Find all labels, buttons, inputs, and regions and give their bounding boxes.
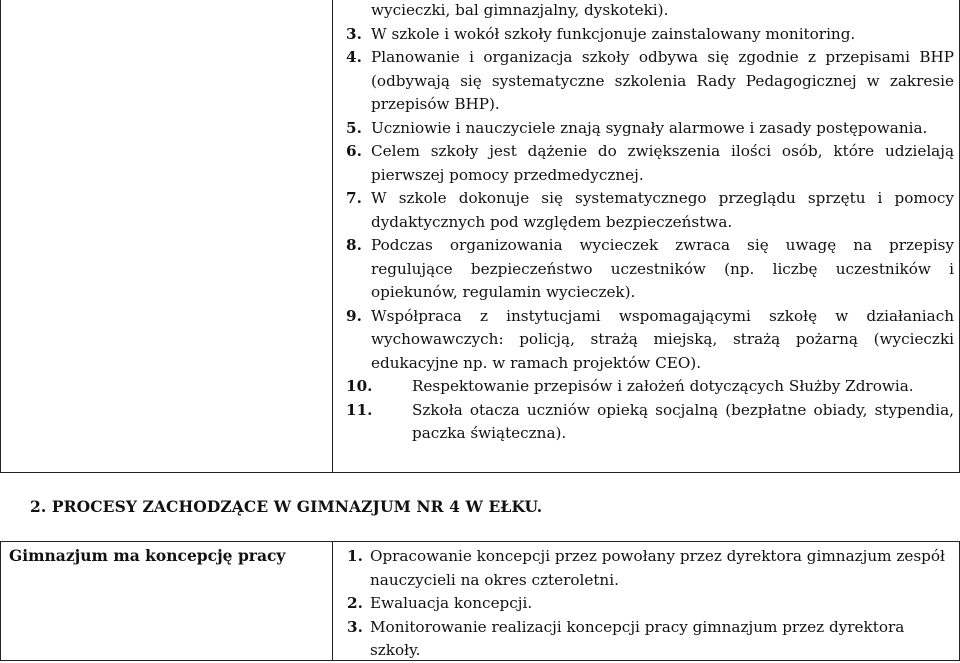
list-item-number: 1. (347, 547, 363, 565)
list-item-text: Ewaluacja koncepcji. (370, 594, 533, 612)
list-item-text: Podczas organizowania wycieczek zwraca się uwagę na przepisy regulujące bezpieczeństwo uczestników (np. liczbę uczestników i opiekunów, regulamin wycieczek). (371, 236, 954, 301)
list-item-number: 6. (346, 142, 362, 160)
list-item-text: Współpraca z instytucjami wspomagającymi szkołę w działaniach wychowawczych: policją, strażą miejską, strażą pożarną (wycieczki edukacyjne np. w ramach projektów CEO). (371, 306, 954, 372)
list-item-number: 8. (346, 236, 362, 254)
list-item-text: Planowanie i organizacja szkoły odbywa się zgodnie z przepisami BHP (odbywają się systematyczne szkolenia Rady Pedagogicznej w zakresie przepisów BHP). (371, 48, 954, 113)
list-item-number: 2. (347, 594, 363, 612)
list-item-text: Szkoła otacza uczniów opieką socjalną (bezpłatne obiady, stypendia, paczka świąteczna). (412, 400, 954, 442)
list-item (346, 305, 954, 376)
list-item-number: 11. (346, 400, 373, 419)
table-cell-concept-list (333, 541, 960, 661)
list-item-text: Celem szkoły jest dążenie do zwiększenia ilości osób, które udzielają pierwszej pomocy przedmedycznej. (371, 142, 954, 184)
table-cell-empty (0, 0, 333, 473)
list-item-text: Respektowanie przepisów i założeń dotyczących Służby Zdrowia. (412, 377, 914, 395)
list-item-text: W szkole i wokół szkoły funkcjonuje zainstalowany monitoring. (371, 24, 856, 43)
safety-measures-list (346, 0, 954, 446)
section-heading: 2. PROCESY ZACHODZĄCE W GIMNAZJUM NR 4 W EŁKU. (30, 497, 543, 516)
list-item-number: 3. (347, 617, 363, 636)
table-cell-label (0, 541, 333, 661)
list-item (347, 592, 953, 616)
list-item-number: 7. (346, 189, 362, 207)
list-item-number: 4. (346, 48, 362, 66)
list-item (346, 187, 954, 234)
list-item-text: Opracowanie koncepcji przez powołany przez dyrektora gimnazjum zespół nauczycieli na okres czteroletni. (370, 547, 945, 589)
list-item-text: W szkole dokonuje się systematycznego przeglądu sprzętu i pomocy dydaktycznych pod względem bezpieczeństwa. (371, 189, 954, 231)
list-item-text: wycieczki, bal gimnazjalny, dyskoteki). (371, 1, 669, 19)
list-item (346, 23, 954, 47)
list-item (346, 140, 954, 187)
list-item (347, 545, 953, 592)
list-item (346, 117, 954, 141)
list-item-number: 10. (346, 377, 373, 395)
list-item (346, 0, 954, 23)
concept-steps-list (347, 545, 953, 663)
concept-label: Gimnazjum ma koncepcję pracy (9, 546, 286, 565)
list-item-number: 9. (346, 306, 362, 325)
table-cell-safety-list (333, 0, 960, 473)
list-item (346, 399, 954, 446)
list-item (347, 616, 953, 663)
list-item (346, 234, 954, 305)
list-item-text: Monitorowanie realizacji koncepcji pracy gimnazjum przez dyrektora szkoły. (370, 617, 905, 659)
list-item-text: Uczniowie i nauczyciele znają sygnały alarmowe i zasady postępowania. (371, 118, 928, 137)
list-item-number: 3. (346, 24, 362, 43)
list-item-number: 5. (346, 118, 362, 137)
list-item (346, 375, 954, 399)
list-item (346, 46, 954, 117)
